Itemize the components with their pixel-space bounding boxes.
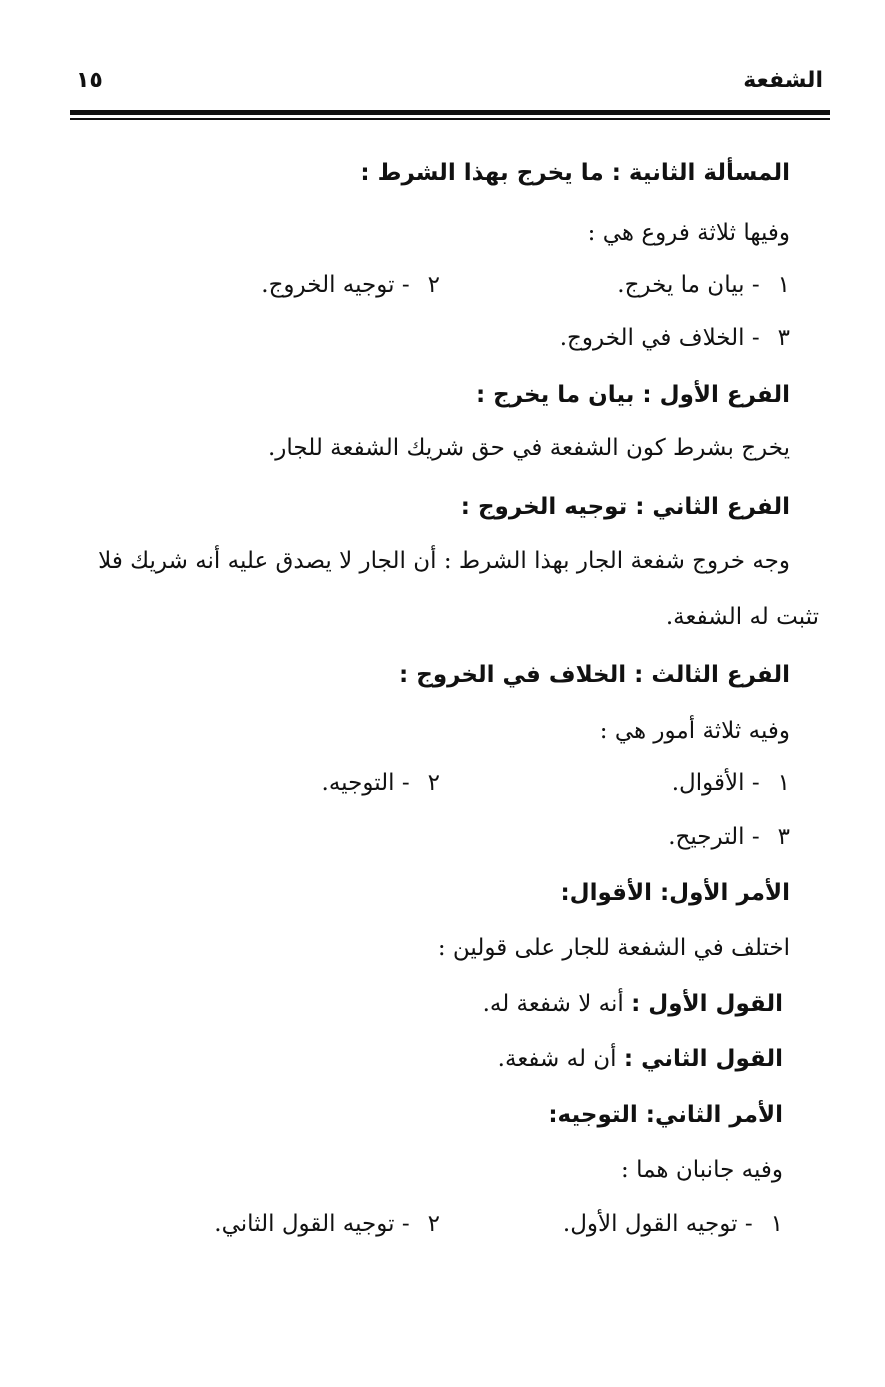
list-item [563,1209,783,1239]
paragraph: تثبت له الشفعة. [665,604,819,630]
header-rule-thin [70,118,830,120]
list-number: ١ [777,770,790,796]
opinion-label: القول الأول : [631,991,783,1017]
list-number: ٢ [427,1211,440,1237]
page-header [70,68,823,108]
list-text: - الترجيح. [668,824,760,850]
list-item [214,1209,440,1239]
list-text: - توجيه القول الأول. [562,1211,753,1237]
opinion-line [498,1044,783,1074]
paragraph: وفيها ثلاثة فروع هي : [587,220,790,246]
list-item [617,270,790,300]
list-text: - الخلاف في الخروج. [559,325,760,351]
list-item [668,822,790,852]
list-text: - توجيه القول الثاني. [214,1211,410,1237]
list-item [261,270,440,300]
opinion-line [483,989,783,1019]
list-text: - التوجيه. [321,770,410,796]
list-number: ٣ [777,325,790,351]
subsection-heading: الفرع الثالث : الخلاف في الخروج : [399,662,790,688]
opinion-label: القول الثاني : [623,1046,783,1072]
list-number: ٣ [777,824,790,850]
paragraph: وفيه ثلاثة أمور هي : [599,718,790,744]
subsection-heading: الفرع الثاني : توجيه الخروج : [460,494,790,520]
subsection-heading: الأمر الأول: الأقوال: [560,880,790,906]
list-item [322,768,440,798]
list-item [560,323,790,353]
list-text: - توجيه الخروج. [261,272,410,298]
list-number: ١ [770,1211,783,1237]
paragraph: يخرج بشرط كون الشفعة في حق شريك الشفعة للجار. [267,435,790,461]
paragraph: وفيه جانبان هما : [621,1157,783,1183]
section-heading: المسألة الثانية : ما يخرج بهذا الشرط : [360,160,790,186]
list-number: ٢ [427,770,440,796]
opinion-text: أن له شفعة. [497,1046,617,1072]
list-number: ١ [777,272,790,298]
subsection-heading: الأمر الثاني: التوجيه: [548,1102,783,1128]
list-item [672,768,790,798]
page-number: ١٥ [76,68,103,93]
subsection-heading: الفرع الأول : بيان ما يخرج : [475,382,790,408]
paragraph: اختلف في الشفعة للجار على قولين : [437,935,790,961]
list-text: - الأقوال. [671,770,760,796]
opinion-text: أنه لا شفعة له. [482,991,624,1017]
header-rule-thick [70,110,830,115]
list-number: ٢ [427,272,440,298]
paragraph: وجه خروج شفعة الجار بهذا الشرط : أن الجار لا يصدق عليه أنه شريك فلا [98,548,790,574]
list-text: - بيان ما يخرج. [617,272,760,298]
running-title: الشفعة [743,68,823,93]
